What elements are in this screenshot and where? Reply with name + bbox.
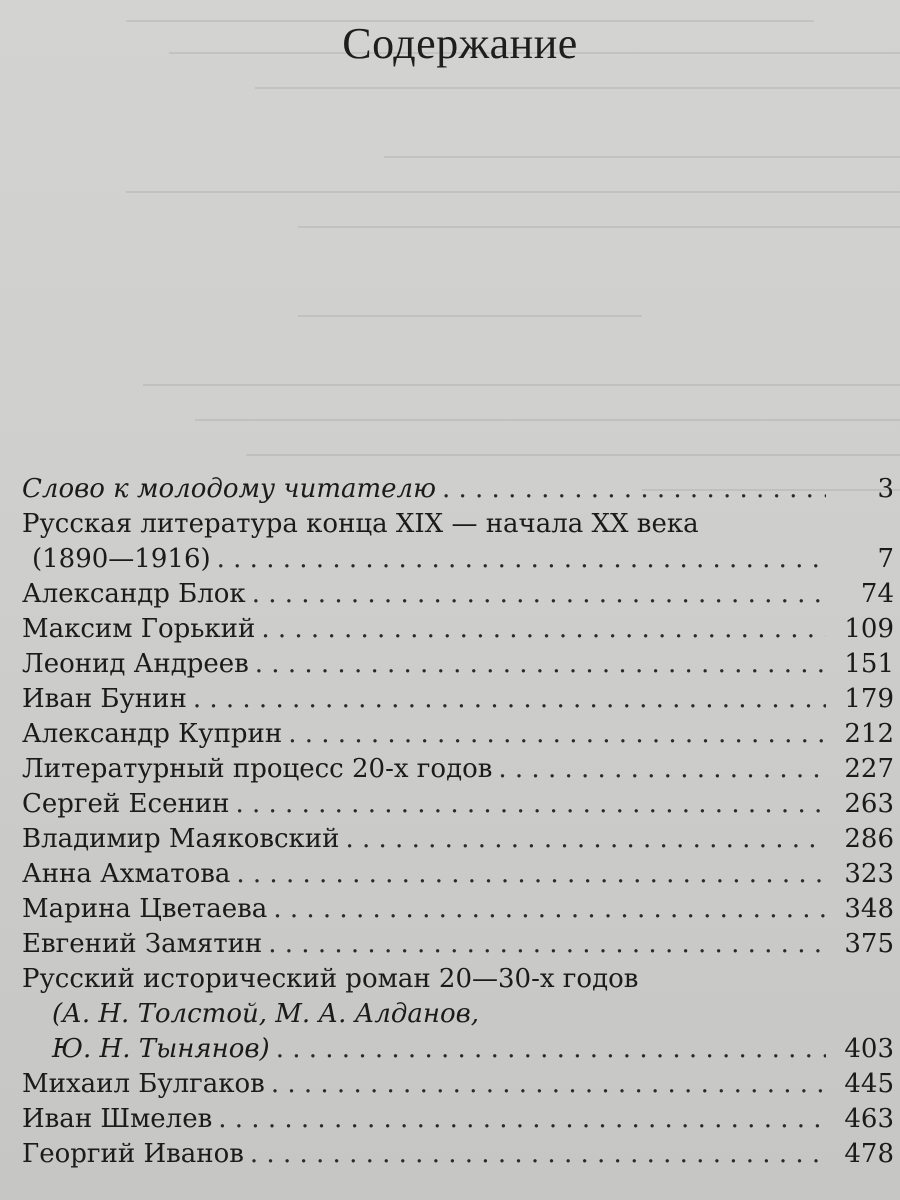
dot-leader — [345, 822, 826, 857]
toc-entry — [22, 822, 894, 857]
dot-leader — [218, 1102, 826, 1137]
toc-entry-title: Леонид Андреев — [22, 649, 249, 679]
dot-leader — [498, 752, 826, 787]
toc-entry — [22, 682, 894, 717]
dot-leader — [235, 787, 826, 822]
toc-entry-title: Анна Ахматова — [22, 859, 231, 889]
toc-entry-title: Слово к молодому читателю — [22, 474, 436, 504]
toc-entry-page: 478 — [844, 1139, 894, 1169]
toc-entry-title: Владимир Маяковский — [22, 824, 340, 854]
toc-entry-title: Литературный процесс 20-х годов — [22, 754, 493, 784]
toc-entry-title: Евгений Замятин — [22, 929, 263, 959]
toc-entry-page: 286 — [844, 824, 894, 854]
toc-entry — [22, 507, 894, 577]
dot-leader — [250, 1137, 826, 1172]
toc-entry-page: 179 — [844, 684, 894, 714]
dot-leader — [193, 682, 826, 717]
toc-entry — [22, 787, 894, 822]
toc-entry-page: 348 — [844, 894, 894, 924]
dot-leader — [276, 1032, 826, 1067]
toc-entry-page: 463 — [844, 1104, 894, 1134]
toc-entry-title-continued: (1890—1916) — [32, 544, 211, 574]
dot-leader — [442, 472, 826, 507]
toc-entry — [22, 1102, 894, 1137]
toc-entry-page: 403 — [844, 1034, 894, 1064]
dot-leader — [271, 1067, 826, 1102]
toc-entry-title: Максим Горький — [22, 614, 256, 644]
page-title: Содержание — [342, 19, 578, 68]
toc-entry-title-continued: (А. Н. Толстой, М. А. Алданов, — [52, 999, 480, 1029]
toc-entry — [22, 927, 894, 962]
toc-entry-title: Иван Шмелев — [22, 1104, 213, 1134]
toc-entry — [22, 647, 894, 682]
toc-entry-page: 263 — [844, 789, 894, 819]
toc-entry — [22, 577, 894, 612]
bleed-through-text — [40, 20, 900, 518]
toc-entry — [22, 752, 894, 787]
toc-entry-title-continued: Ю. Н. Тынянов) — [52, 1034, 270, 1064]
dot-leader — [261, 612, 826, 647]
dot-leader — [217, 542, 826, 577]
toc-entry-title: Русская литература конца XIX — начала XX века — [22, 509, 699, 539]
toc-entry-title: Георгий Иванов — [22, 1139, 244, 1169]
toc-entry-page: 7 — [877, 544, 894, 574]
toc-entry — [22, 1137, 894, 1172]
dot-leader — [236, 857, 826, 892]
toc-entry-page: 212 — [844, 719, 894, 749]
toc-entry — [22, 612, 894, 647]
toc-entry-title: Михаил Булгаков — [22, 1069, 265, 1099]
toc-entry-page: 109 — [844, 614, 894, 644]
toc-entry-page: 323 — [844, 859, 894, 889]
toc-entry — [22, 472, 894, 507]
toc-entry-title: Александр Блок — [22, 579, 246, 609]
toc-entry-page: 445 — [844, 1069, 894, 1099]
toc-entry-page: 3 — [877, 474, 894, 504]
dot-leader — [255, 647, 826, 682]
toc-entry — [22, 962, 894, 1067]
toc-entry-title: Марина Цветаева — [22, 894, 268, 924]
dot-leader — [252, 577, 826, 612]
toc-entry — [22, 717, 894, 752]
toc-entry — [22, 857, 894, 892]
toc-entry-page: 151 — [844, 649, 894, 679]
dot-leader — [288, 717, 826, 752]
table-of-contents — [22, 472, 894, 1172]
toc-entry-page: 227 — [844, 754, 894, 784]
toc-entry-title: Сергей Есенин — [22, 789, 230, 819]
toc-entry-page: 74 — [860, 579, 894, 609]
dot-leader — [273, 892, 826, 927]
toc-entry — [22, 892, 894, 927]
dot-leader — [268, 927, 826, 962]
toc-entry — [22, 1067, 894, 1102]
toc-entry-title: Александр Куприн — [22, 719, 283, 749]
toc-entry-page: 375 — [844, 929, 894, 959]
toc-entry-title: Русский исторический роман 20—30-х годов — [22, 964, 639, 994]
toc-entry-title: Иван Бунин — [22, 684, 187, 714]
